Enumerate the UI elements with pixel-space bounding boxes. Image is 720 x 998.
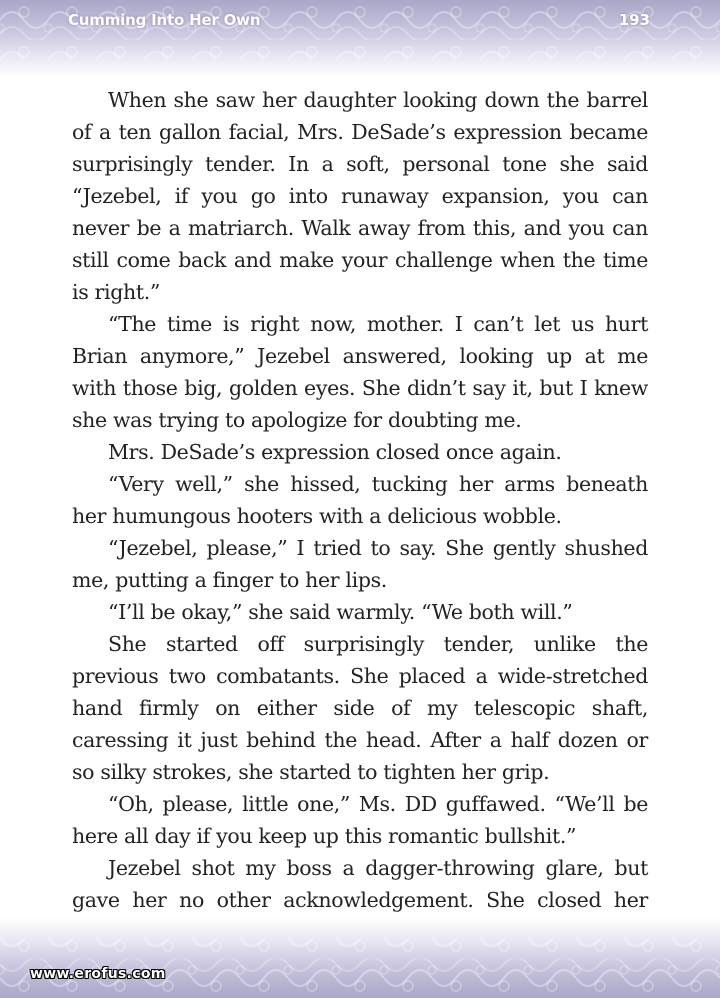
footer-ornament (0, 918, 720, 998)
paragraph: “The time is right now, mother. I can’t let us hurt Brian anymore,” Jezebel answered, looking up at me with those big, golden eyes. She didn’t say it, but I knew she was trying to apologize for doubting me. (72, 312, 648, 432)
paragraph: “Jezebel, please,” I tried to say. She gently shushed me, putting a finger to her lips. (72, 536, 648, 592)
paragraph: She started off surprisingly tender, unlike the previous two combatants. She placed a wide-stretched hand firmly on either side of my telescopic shaft, caressing it just behind the head. After a half dozen or so silky strokes, she started to tighten her grip. (72, 632, 648, 784)
paragraph: Jezebel shot my boss a dagger-throwing glare, but gave her no other acknowledgement. She closed her (72, 856, 648, 912)
page-header (0, 0, 720, 78)
paragraph: “Very well,” she hissed, tucking her arms beneath her humungous hooters with a delicious wobble. (72, 472, 648, 528)
paragraph: “Oh, please, little one,” Ms. DD guffawed. “We’ll be here all day if you keep up this romantic bullshit.” (72, 792, 648, 848)
paragraph: Mrs. DeSade’s expression closed once again. (108, 440, 562, 464)
paragraph: When she saw her daughter looking down the barrel of a ten gallon facial, Mrs. DeSade’s expression became surprisingly tender. In a soft, personal tone she said “Jezebel, if you go into runaway expansion, you can never be a matriarch. Walk away from this, and you can still come back and make your challenge when the time is right.” (72, 88, 648, 304)
watermark: www.erofus.com (30, 966, 166, 982)
running-title: Cumming Into Her Own (68, 11, 261, 29)
page-number: 193 (618, 11, 650, 29)
paragraph: “I’ll be okay,” she said warmly. “We both will.” (108, 600, 573, 624)
page-footer (0, 918, 720, 998)
body-text (72, 84, 648, 948)
